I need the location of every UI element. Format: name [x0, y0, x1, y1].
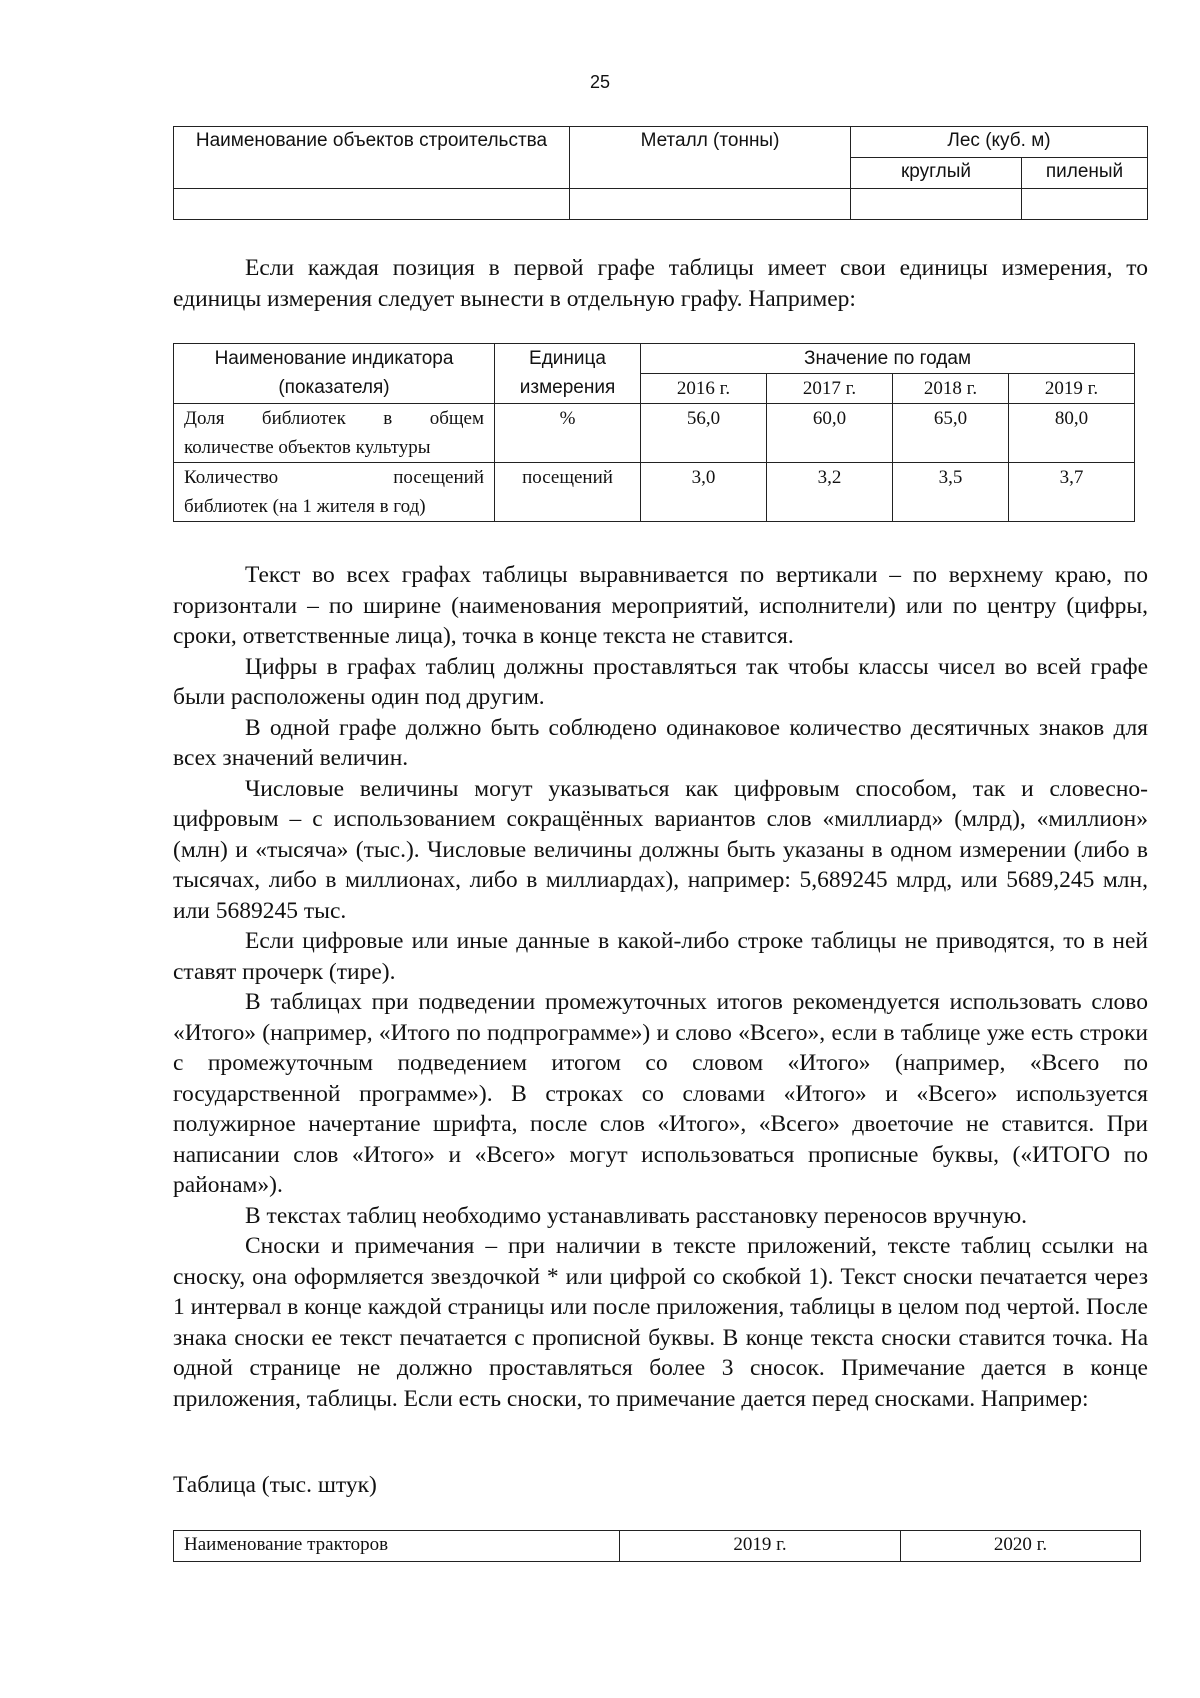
- header-line: (показателя): [278, 377, 390, 398]
- indicator-name-line: библиотек (на 1 жителя в год): [184, 496, 426, 517]
- table-cell: [174, 189, 570, 220]
- value-cell: 60,0: [767, 404, 893, 463]
- value-cell: 65,0: [893, 404, 1009, 463]
- table-header-cell: пиленый: [1022, 158, 1148, 189]
- value-cell: 56,0: [641, 404, 767, 463]
- word: общем: [429, 408, 484, 429]
- header-line: измерения: [519, 377, 616, 398]
- justified-line: [184, 463, 484, 492]
- year-header-cell: 2017 г.: [767, 374, 893, 404]
- table-row: [174, 1531, 1141, 1562]
- word: Количество: [184, 467, 279, 488]
- paragraph: Если цифровые или иные данные в какой-либо строке таблицы не приводятся, то в ней ставят прочерк (тире).: [173, 928, 1148, 985]
- table-header-cell: круглый: [851, 158, 1022, 189]
- indicator-name-cell: [174, 404, 495, 463]
- indicator-name-line: количестве объектов культуры: [184, 437, 431, 458]
- paragraph: В таблицах при подведении промежуточных итогов рекомендуется использовать слово «Итого» (например, «Итого по подпрограмме») и слово «Всего», если в таблице уже есть строки с промежуточным подведением итогом со словом «Итого» (например, «Всего по государственной программе»). В строках со словами «Итого» и «Всего» используется полужирное начертание шрифта, после слов «Итого», «Всего» двоеточие не ставится. При написании слов «Итого» и «Всего» могут использоваться прописные буквы, («ИТОГО по районам»).: [173, 989, 1148, 1198]
- paragraph: В одной графе должно быть соблюдено одинаковое количество десятичных знаков для всех значений величин.: [173, 714, 1148, 771]
- table-header-cell: Металл (тонны): [570, 127, 851, 189]
- table-caption: Таблица (тыс. штук): [173, 1472, 377, 1498]
- indicators-table: [173, 343, 1135, 522]
- intro-paragraph: Если каждая позиция в первой графе таблицы имеет свои единицы измерения, то единицы измерения следует вынести в отдельную графу. Например:: [173, 255, 1148, 312]
- justified-line: [184, 404, 484, 433]
- table-header-cell: 2019 г.: [620, 1531, 901, 1562]
- word: в: [383, 408, 393, 429]
- word: библиотек: [261, 408, 346, 429]
- table-header-cell: 2020 г.: [901, 1531, 1141, 1562]
- body-text: [173, 560, 1148, 1414]
- indicator-name-cell: [174, 463, 495, 522]
- table-cell: [1022, 189, 1148, 220]
- construction-materials-table: [173, 126, 1148, 220]
- value-cell: 3,5: [893, 463, 1009, 522]
- table-header-cell: Значение по годам: [641, 344, 1135, 374]
- year-header-cell: 2019 г.: [1009, 374, 1135, 404]
- paragraph: Сноски и примечания – при наличии в тексте приложений, тексте таблиц ссылки на сноску, она оформляется звездочкой * или цифрой со скобкой 1). Текст сноски печатается через 1 интервал в конце каждой страницы или после приложения, таблицы в целом под чертой. После знака сноски ее текст печатается с прописной буквы. В конце текста сноски ставится точка. На одной странице не должно проставляться более 3 сносок. Примечание дается в конце приложения, таблицы. Если есть сноски, то примечание дается перед сносками. Например:: [173, 1233, 1148, 1412]
- header-line: Единица: [529, 348, 606, 369]
- unit-cell: %: [495, 404, 641, 463]
- table-row: [174, 404, 1135, 463]
- table-row: [174, 189, 1148, 220]
- paragraph: Числовые величины могут указываться как цифровым способом, так и словесно-цифровым – с использованием сокращённых вариантов слов «миллиард» (млрд), «миллион» (млн) и «тысяча» (тыс.). Числовые величины должны быть указаны в одном измерении (либо в тысячах, либо в миллионах, либо в миллиардах), например: 5,689245 млрд, или 5689,245 млн, или 5689245 тыс.: [173, 775, 1148, 924]
- word: Доля: [184, 408, 225, 429]
- year-header-cell: 2018 г.: [893, 374, 1009, 404]
- paragraph: Текст во всех графах таблицы выравнивается по вертикали – по верхнему краю, по горизонтали – по ширине (наименования мероприятий, исполнители) или по центру (цифры, сроки, ответственные лица), точка в конце текста не ставится.: [173, 562, 1148, 649]
- page-number: 25: [589, 72, 611, 92]
- table-header-cell: Наименование объектов строительства: [174, 127, 570, 189]
- table-header-cell: [495, 344, 641, 404]
- header-line: Наименование индикатора: [214, 348, 454, 369]
- paragraph: В текстах таблиц необходимо устанавливать расстановку переносов вручную.: [245, 1202, 1028, 1229]
- table-header-cell: Наименование тракторов: [174, 1531, 620, 1562]
- table-header-cell: Лес (куб. м): [851, 127, 1148, 158]
- table-cell: [570, 189, 851, 220]
- value-cell: 80,0: [1009, 404, 1135, 463]
- table-row: [174, 463, 1135, 522]
- table-row: [174, 344, 1135, 374]
- year-header-cell: 2016 г.: [641, 374, 767, 404]
- table-header-cell: [174, 344, 495, 404]
- word: посещений: [393, 467, 484, 488]
- value-cell: 3,7: [1009, 463, 1135, 522]
- table-cell: [851, 189, 1022, 220]
- value-cell: 3,0: [641, 463, 767, 522]
- paragraph: Цифры в графах таблиц должны проставляться так чтобы классы чисел во всей графе были расположены один под другим.: [173, 653, 1148, 710]
- table-row: [174, 127, 1148, 158]
- value-cell: 3,2: [767, 463, 893, 522]
- unit-cell: посещений: [495, 463, 641, 522]
- tractors-table: [173, 1530, 1141, 1562]
